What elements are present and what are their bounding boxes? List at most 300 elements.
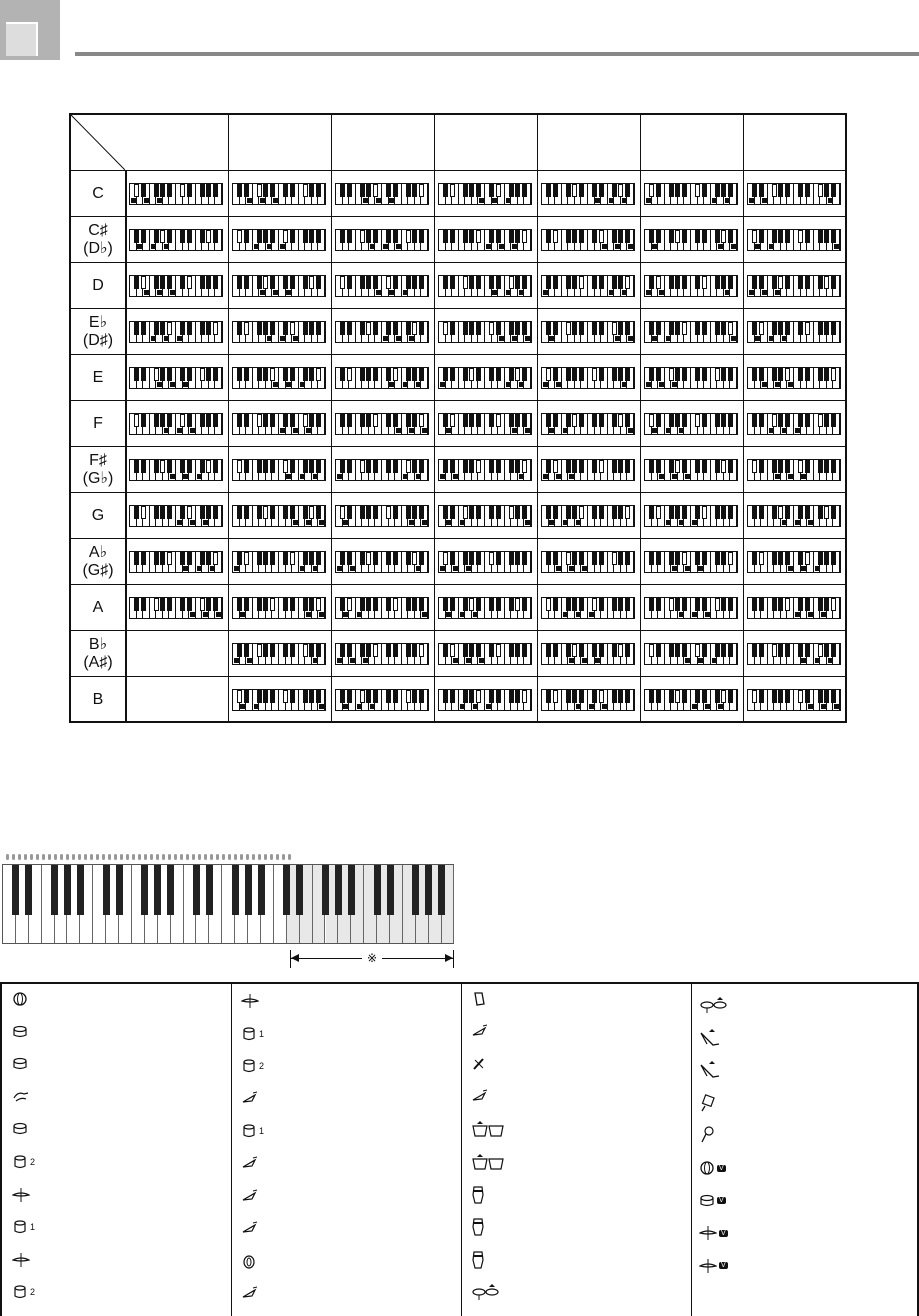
root-note-label — [71, 309, 127, 355]
chord-cell — [228, 539, 332, 585]
chord-keyboard — [438, 367, 532, 389]
chord-cell — [228, 677, 332, 723]
snare-drum-icon — [12, 1121, 28, 1137]
root-note-text: (G♭) — [82, 470, 114, 487]
chord-cell — [331, 263, 435, 309]
chord-cell — [743, 493, 845, 539]
cymbal-icon — [471, 1024, 489, 1040]
chord-cell — [228, 631, 332, 677]
black-key — [387, 865, 394, 915]
chord-cell — [640, 309, 744, 355]
chord-keyboard — [232, 183, 326, 205]
legend-item-suffix: 1 — [259, 1126, 265, 1137]
black-key — [425, 865, 432, 915]
chord-cell — [331, 401, 435, 447]
chord-keyboard — [541, 367, 635, 389]
black-key — [77, 865, 84, 915]
chord-keyboard — [747, 413, 841, 435]
root-note-text: C♯ — [88, 222, 108, 239]
legend-item — [241, 1218, 259, 1240]
cymbal-icon — [471, 1089, 489, 1105]
chord-type-column-header — [537, 115, 641, 170]
chord-table-row — [71, 492, 845, 539]
cymbal-icon — [241, 1189, 259, 1205]
black-key — [64, 865, 71, 915]
chord-cell — [743, 171, 845, 217]
chord-fingering-table — [69, 113, 847, 723]
chord-cell — [743, 401, 845, 447]
chord-cell — [331, 447, 435, 493]
chord-cell — [537, 401, 641, 447]
drum-mini-icon — [282, 854, 285, 860]
chord-keyboard — [335, 413, 429, 435]
snare-drum-icon — [699, 1193, 715, 1209]
root-note-text: B — [92, 691, 104, 708]
chord-cell — [331, 539, 435, 585]
chord-table-row — [71, 584, 845, 631]
hi-hat-icon — [699, 1258, 717, 1274]
chord-keyboard — [644, 597, 738, 619]
legend-item — [241, 1153, 259, 1175]
chord-keyboard — [438, 413, 532, 435]
chord-cell — [743, 585, 845, 631]
root-note-label — [71, 677, 127, 723]
drum-mini-icon — [180, 854, 183, 860]
legend-item-suffix: 2 — [30, 1287, 36, 1298]
root-note-label — [71, 585, 127, 631]
chord-cell — [537, 539, 641, 585]
drum-mini-icon — [186, 854, 189, 860]
bongo-icon — [471, 1120, 505, 1138]
timbale-icon — [471, 1283, 501, 1301]
timbale-icon — [699, 996, 729, 1014]
chord-cell — [125, 263, 229, 309]
chord-cell — [640, 677, 744, 723]
hand-clap-icon — [12, 1089, 30, 1105]
hi-hat-icon — [12, 1252, 30, 1268]
tom-icon — [12, 1154, 28, 1170]
drum-mini-icon — [66, 854, 69, 860]
header-rule — [75, 52, 919, 56]
drum-mini-icon — [270, 854, 273, 860]
drum-mini-icon — [12, 854, 15, 860]
chord-keyboard — [335, 321, 429, 343]
cabasa-icon — [699, 1094, 717, 1112]
chord-keyboard — [129, 321, 223, 343]
root-note-text: (D♭) — [83, 240, 113, 257]
chord-cell — [434, 493, 538, 539]
chord-type-column-header — [228, 115, 332, 170]
chord-table-row — [71, 308, 845, 355]
conga-icon — [471, 1217, 485, 1237]
chord-cell — [743, 447, 845, 493]
drum-mini-icon — [90, 854, 93, 860]
root-note-label — [71, 539, 127, 585]
legend-item — [471, 1151, 505, 1173]
agogo-icon — [699, 1028, 721, 1048]
legend-item — [12, 988, 28, 1010]
chord-cell — [537, 355, 641, 401]
legend-column — [2, 984, 232, 1316]
chord-cell — [537, 217, 641, 263]
legend-item — [241, 1023, 264, 1045]
chord-keyboard — [438, 321, 532, 343]
chord-cell — [125, 171, 229, 217]
black-key — [283, 865, 290, 915]
legend-item — [12, 1184, 30, 1206]
legend-item — [699, 1255, 728, 1277]
drum-mini-icon — [102, 854, 105, 860]
chord-keyboard — [438, 183, 532, 205]
legend-item — [12, 1086, 30, 1108]
drum-mini-icon — [264, 854, 267, 860]
chord-keyboard — [335, 183, 429, 205]
agogo-icon — [699, 1060, 721, 1080]
chord-cell — [434, 539, 538, 585]
drum-mini-icon — [36, 854, 39, 860]
chord-table-row — [71, 400, 845, 447]
chord-keyboard — [129, 597, 223, 619]
legend-item — [699, 1157, 726, 1179]
arrow-left-icon — [291, 954, 299, 962]
black-key — [322, 865, 329, 915]
chord-cell — [537, 309, 641, 355]
chord-keyboard — [541, 643, 635, 665]
conga-icon — [471, 1185, 485, 1205]
chord-keyboard — [232, 321, 326, 343]
chord-keyboard — [747, 275, 841, 297]
chord-keyboard — [644, 551, 738, 573]
chord-cell — [228, 585, 332, 631]
drum-mini-icon — [30, 854, 33, 860]
chord-table-row — [71, 538, 845, 585]
chord-keyboard — [541, 597, 635, 619]
drum-mini-icon — [24, 854, 27, 860]
tom-icon — [12, 1219, 28, 1235]
chord-keyboard — [232, 551, 326, 573]
chord-keyboard — [644, 321, 738, 343]
tambourine-icon — [241, 1254, 257, 1270]
drum-mini-icon — [276, 854, 279, 860]
chord-table-row — [71, 354, 845, 401]
legend-item-suffix: V — [721, 1262, 726, 1270]
chord-cell — [743, 539, 845, 585]
legend-column — [461, 984, 692, 1316]
bass-drum-icon — [12, 991, 28, 1007]
chord-keyboard — [644, 505, 738, 527]
chord-keyboard — [747, 643, 841, 665]
legend-item — [12, 1281, 35, 1303]
legend-item — [699, 1059, 721, 1081]
chord-keyboard — [747, 459, 841, 481]
legend-item — [471, 1281, 501, 1303]
chord-keyboard — [438, 505, 532, 527]
drum-mini-icon — [150, 854, 153, 860]
chord-cell — [125, 309, 229, 355]
legend-item-suffix: 2 — [30, 1157, 36, 1167]
cymbal-icon — [241, 1286, 259, 1302]
chord-keyboard — [232, 505, 326, 527]
legend-item — [12, 1118, 28, 1140]
snare-drum-icon — [12, 1024, 28, 1040]
chord-table-row — [71, 216, 845, 263]
chord-cell — [537, 585, 641, 631]
chord-cell — [434, 355, 538, 401]
black-key — [296, 865, 303, 915]
tom-icon — [241, 1026, 257, 1042]
chord-cell — [434, 309, 538, 355]
drum-mini-icon — [210, 854, 213, 860]
legend-item — [471, 1216, 485, 1238]
legend-item — [699, 1190, 726, 1212]
chord-keyboard — [644, 183, 738, 205]
black-key — [335, 865, 342, 915]
black-key — [167, 865, 174, 915]
tom-icon — [12, 1284, 28, 1300]
chord-keyboard — [129, 459, 223, 481]
chord-table-row — [71, 630, 845, 677]
chord-keyboard — [335, 367, 429, 389]
hi-hat-icon — [12, 1187, 30, 1203]
legend-item-suffix: 2 — [259, 1061, 265, 1072]
chord-cell — [537, 171, 641, 217]
drum-mini-icon — [162, 854, 165, 860]
chord-keyboard — [129, 367, 223, 389]
chord-cell — [331, 631, 435, 677]
chord-cell — [228, 493, 332, 539]
root-note-text: G — [91, 507, 105, 524]
corner-diagonal — [71, 115, 125, 170]
chord-keyboard — [747, 183, 841, 205]
drum-mini-icon — [234, 854, 237, 860]
black-key — [206, 865, 213, 915]
drum-mini-icon — [246, 854, 249, 860]
chord-cell — [125, 585, 229, 631]
root-note-text: F♯ — [89, 452, 107, 469]
chord-cell — [537, 677, 641, 723]
chord-cell — [434, 447, 538, 493]
chord-cell — [537, 493, 641, 539]
chord-keyboard — [129, 413, 223, 435]
drum-mini-icon — [48, 854, 51, 860]
drum-sound-legend — [0, 982, 919, 1316]
chord-cell — [434, 217, 538, 263]
root-note-text: A — [92, 599, 104, 616]
root-note-text: (A♯) — [83, 654, 113, 671]
chord-cell — [434, 171, 538, 217]
drum-mini-icon — [84, 854, 87, 860]
chord-keyboard — [747, 367, 841, 389]
chord-keyboard — [747, 597, 841, 619]
black-key — [141, 865, 148, 915]
legend-item — [699, 1124, 715, 1146]
legend-item-suffix: 1 — [30, 1222, 36, 1233]
legend-item — [241, 1120, 264, 1142]
root-note-text: E — [92, 369, 104, 386]
legend-item — [12, 1249, 30, 1271]
cowbell-icon — [471, 991, 487, 1007]
vibraslap-icon — [471, 1056, 487, 1072]
root-note-text: E♭ — [88, 314, 108, 331]
drum-mini-icon — [240, 854, 243, 860]
chord-type-column-header — [125, 115, 229, 170]
chord-cell — [125, 631, 229, 677]
chord-cell — [125, 677, 229, 723]
black-key — [103, 865, 110, 915]
legend-item — [471, 1184, 485, 1206]
chord-keyboard — [541, 229, 635, 251]
black-key — [154, 865, 161, 915]
chord-keyboard — [644, 413, 738, 435]
chord-cell — [228, 263, 332, 309]
chord-keyboard — [541, 459, 635, 481]
hi-hat-icon — [699, 1225, 717, 1241]
root-note-text: A♭ — [88, 544, 108, 561]
legend-item — [471, 1021, 489, 1043]
chord-cell — [331, 493, 435, 539]
drum-mini-icon — [204, 854, 207, 860]
chord-keyboard — [232, 689, 326, 711]
chord-keyboard — [232, 275, 326, 297]
black-key — [438, 865, 445, 915]
chord-cell — [228, 171, 332, 217]
chord-keyboard — [232, 459, 326, 481]
legend-item-suffix: 1 — [259, 1028, 265, 1039]
drum-mini-icon — [6, 854, 9, 860]
black-key — [348, 865, 355, 915]
chord-keyboard — [438, 275, 532, 297]
chord-cell — [640, 447, 744, 493]
maracas-icon — [699, 1126, 715, 1144]
root-note-label — [71, 401, 127, 447]
chord-keyboard — [129, 275, 223, 297]
chord-cell — [640, 585, 744, 631]
legend-item-suffix: V — [721, 1229, 726, 1237]
chord-keyboard — [129, 505, 223, 527]
chord-cell — [537, 447, 641, 493]
chord-cell — [331, 355, 435, 401]
cymbal-icon — [241, 1091, 259, 1107]
chord-cell — [125, 539, 229, 585]
chord-cell — [640, 631, 744, 677]
chord-cell — [434, 401, 538, 447]
chord-cell — [228, 309, 332, 355]
chord-cell — [640, 539, 744, 585]
chord-keyboard — [644, 367, 738, 389]
legend-item — [12, 1021, 28, 1043]
chord-table-header-row — [71, 115, 845, 170]
drum-mini-icon — [192, 854, 195, 860]
black-key — [258, 865, 265, 915]
chord-keyboard — [232, 597, 326, 619]
bongo-icon — [471, 1153, 505, 1171]
root-note-label — [71, 493, 127, 539]
chord-table-row — [71, 170, 845, 217]
chord-cell — [743, 217, 845, 263]
root-note-label — [71, 355, 127, 401]
chord-cell — [640, 263, 744, 309]
tom-icon — [241, 1058, 257, 1074]
chord-cell — [640, 355, 744, 401]
black-key — [12, 865, 19, 915]
chord-keyboard — [129, 229, 223, 251]
snare-drum-icon — [12, 1056, 28, 1072]
legend-item — [241, 1251, 257, 1273]
chord-keyboard — [541, 505, 635, 527]
drum-mini-icon — [156, 854, 159, 860]
chord-keyboard — [232, 413, 326, 435]
drum-mini-icon — [252, 854, 255, 860]
chord-cell — [434, 263, 538, 309]
chord-cell — [125, 447, 229, 493]
legend-item-suffix: V — [719, 1164, 724, 1172]
chord-cell — [743, 677, 845, 723]
chord-keyboard — [644, 643, 738, 665]
black-key — [374, 865, 381, 915]
drum-mini-icon — [126, 854, 129, 860]
chord-keyboard — [644, 275, 738, 297]
chord-keyboard — [747, 551, 841, 573]
root-note-label — [71, 447, 127, 493]
chord-cell — [125, 493, 229, 539]
drum-mini-icon — [72, 854, 75, 860]
chord-cell — [434, 585, 538, 631]
chord-keyboard — [232, 229, 326, 251]
arrow-right-icon — [445, 954, 453, 962]
chord-cell — [640, 171, 744, 217]
chord-type-column-header — [743, 115, 845, 170]
chord-keyboard — [541, 689, 635, 711]
legend-item — [241, 1055, 264, 1077]
note-range-indicator — [290, 950, 454, 968]
legend-item — [12, 1151, 35, 1173]
chord-keyboard — [335, 229, 429, 251]
conga-icon — [471, 1250, 485, 1270]
drum-mini-icon — [18, 854, 21, 860]
chord-keyboard — [232, 367, 326, 389]
chord-keyboard — [747, 689, 841, 711]
chord-keyboard — [541, 413, 635, 435]
chord-table-row — [71, 676, 845, 723]
chord-keyboard — [438, 689, 532, 711]
chord-type-column-header — [331, 115, 435, 170]
chord-cell — [228, 447, 332, 493]
chord-keyboard — [232, 643, 326, 665]
root-note-label — [71, 631, 127, 677]
black-key — [412, 865, 419, 915]
chord-cell — [434, 677, 538, 723]
black-key — [193, 865, 200, 915]
drum-mini-icon — [174, 854, 177, 860]
drum-mini-icon — [108, 854, 111, 860]
legend-item — [699, 1027, 721, 1049]
drum-mini-icon — [54, 854, 57, 860]
chord-cell — [743, 355, 845, 401]
chord-keyboard — [644, 229, 738, 251]
range-mark: ※ — [362, 950, 382, 966]
chord-cell — [228, 217, 332, 263]
drum-mini-icon — [60, 854, 63, 860]
chord-type-column-header — [640, 115, 744, 170]
legend-item — [471, 1118, 505, 1140]
drum-assignment-labels — [2, 854, 292, 862]
chord-keyboard — [438, 597, 532, 619]
root-note-text: D — [92, 277, 104, 294]
chord-keyboard — [541, 551, 635, 573]
chord-cell — [743, 263, 845, 309]
drum-mini-icon — [138, 854, 141, 860]
cymbal-icon — [241, 1221, 259, 1237]
